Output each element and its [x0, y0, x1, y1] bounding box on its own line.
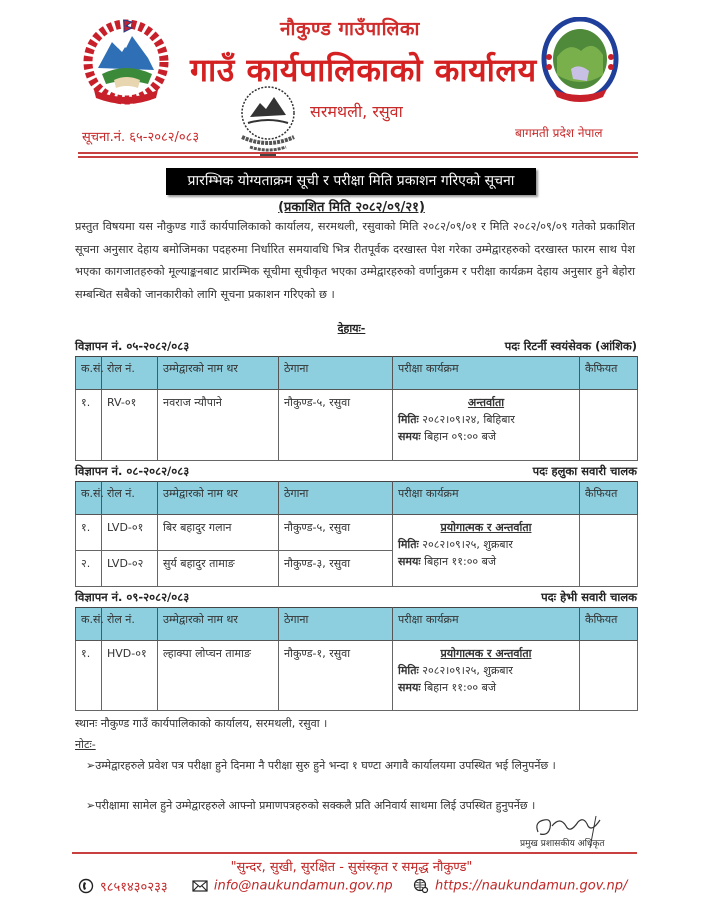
note-item: ➢परीक्षामा सामेल हुने उम्मेद्वारहरुले आफ्नो प्रमाणपत्रहरुको सक्कलै प्रति अनिवार्य साथमा लिई उपस्थित हुनुपर्नेछ ।	[86, 799, 536, 812]
municipality-name: नौकुण्ड गाउँपालिका	[280, 18, 420, 40]
exam-type: प्रयोगात्मक र अन्तर्वाता	[440, 647, 532, 660]
header-name: उम्मेद्वारको नाम थर	[158, 482, 279, 515]
phone-number: ९८५१४३०२३३	[100, 880, 168, 895]
signatory-title: प्रमुख प्रशासकीय अधिकृत	[520, 839, 605, 849]
notice-title: प्रारम्भिक योग्यताक्रम सूची र परीक्षा मिति प्रकाशन गरिएको सूचना	[166, 168, 536, 195]
cell-sn: १.	[76, 515, 102, 551]
cell-name: सुर्य बहादुर तामाङ	[158, 551, 279, 587]
exam-date: २०८२।०९।२४, बिहिबार	[422, 413, 515, 426]
municipality-slogan: "सुन्दर, सुखी, सुरक्षित - सुसंस्कृत र समृद्ध नौकुण्ड"	[230, 860, 473, 875]
globe-icon	[413, 878, 429, 894]
exam-type: अन्तर्वाता	[467, 396, 505, 409]
header-exam: परीक्षा कार्यक्रम	[393, 608, 580, 641]
candidate-table	[75, 481, 638, 587]
note-heading: नोटः-	[75, 738, 96, 751]
cell-remarks	[580, 515, 638, 587]
header-remarks: कैफियत	[580, 482, 638, 515]
header-remarks: कैफियत	[580, 608, 638, 641]
post-name: पदः रिटर्नी स्वयंसेवक (आंशिक)	[504, 339, 637, 353]
table-header-row	[76, 608, 638, 641]
office-name: गाउँ कार्यपालिकाको कार्यालय	[190, 51, 537, 89]
cell-sn: १.	[76, 641, 102, 711]
header-address: ठेगाना	[279, 357, 393, 390]
time-label: समयः	[398, 555, 421, 568]
cell-address: नौकुण्ड-१, रसुवा	[279, 641, 393, 711]
header-exam: परीक्षा कार्यक्रम	[393, 482, 580, 515]
exam-venue: स्थानः नौकुण्ड गाउँ कार्यपालिकाको कार्यालय, सरमथली, रसुवा ।	[75, 717, 328, 730]
exam-date: २०८२।०९।२५, शुक्रबार	[422, 664, 513, 677]
contact-info	[78, 877, 627, 895]
email-link[interactable]: info@naukundamun.gov.np	[213, 878, 393, 894]
notice-reference-number: सूचना.नं. ६५-२०८२/०८३	[82, 130, 200, 145]
date-label: मितिः	[398, 538, 419, 551]
header-divider	[78, 152, 638, 154]
time-label: समयः	[398, 681, 421, 694]
cell-address: नौकुण्ड-५, रसुवा	[279, 515, 393, 551]
candidate-table	[75, 607, 638, 711]
time-label: समयः	[398, 430, 421, 443]
website-link[interactable]: https://naukundamun.gov.np/	[434, 878, 628, 894]
exam-time: बिहान ११:०० बजे	[424, 681, 497, 694]
published-date: (प्रकाशित मिति २०८२/०९/२१)	[278, 200, 425, 215]
footer-divider	[72, 852, 637, 854]
date-label: मितिः	[398, 413, 419, 426]
table-row	[76, 390, 638, 461]
advertisement-number: विज्ञापन नं. ०५-२०८२/०८३	[75, 339, 190, 353]
nepal-government-emblem-icon	[82, 18, 170, 110]
cell-roll: HVD-०१	[102, 641, 158, 711]
table-row	[76, 515, 638, 551]
cell-name: नवराज न्यौपाने	[158, 390, 279, 461]
header-address: ठेगाना	[279, 608, 393, 641]
office-stamp-icon	[232, 83, 304, 159]
email-icon	[192, 878, 208, 894]
header-remarks: कैफियत	[580, 357, 638, 390]
cell-address: नौकुण्ड-५, रसुवा	[279, 390, 393, 461]
province-name: बागमती प्रदेश नेपाल	[515, 126, 603, 140]
cell-roll: LVD-०१	[102, 515, 158, 551]
municipality-logo-icon	[541, 17, 619, 105]
header-exam: परीक्षा कार्यक्रम	[393, 357, 580, 390]
office-location: सरमथली, रसुवा	[310, 102, 403, 121]
dehaay-heading: देहायः-	[337, 322, 366, 335]
header-roll: रोल नं.	[102, 357, 158, 390]
exam-time: बिहान ११:०० बजे	[424, 555, 497, 568]
cell-roll: LVD-०२	[102, 551, 158, 587]
table-row	[76, 641, 638, 711]
header-name: उम्मेद्वारको नाम थर	[158, 357, 279, 390]
advertisement-number: विज्ञापन नं. ०९-२०८२/०८३	[75, 590, 190, 604]
candidate-table	[75, 356, 638, 461]
section-header	[75, 590, 637, 606]
date-label: मितिः	[398, 664, 419, 677]
cell-remarks	[580, 641, 638, 711]
cell-roll: RV-०१	[102, 390, 158, 461]
header-address: ठेगाना	[279, 482, 393, 515]
cell-name: ल्हाक्पा लोप्चन तामाङ	[158, 641, 279, 711]
letterhead	[0, 0, 703, 160]
cell-exam-schedule	[393, 515, 580, 587]
header-divider	[78, 156, 638, 158]
header-roll: रोल नं.	[102, 482, 158, 515]
post-name: पदः हेभी सवारी चालक	[541, 590, 637, 604]
header-roll: रोल नं.	[102, 608, 158, 641]
header-sn: क.सं.	[76, 608, 102, 641]
phone-icon	[78, 878, 94, 894]
table-header-row	[76, 482, 638, 515]
header-sn: क.सं.	[76, 357, 102, 390]
cell-sn: १.	[76, 390, 102, 461]
note-item: ➢उम्मेद्वारहरुले प्रवेश पत्र परीक्षा हुने दिनमा नै परीक्षा सुरु हुने भन्दा १ घण्टा अगावै कार्यालयमा उपस्थित भई लिनुपर्नेछ ।	[86, 759, 556, 772]
exam-date: २०८२।०९।२५, शुक्रबार	[422, 538, 513, 551]
cell-sn: २.	[76, 551, 102, 587]
cell-address: नौकुण्ड-३, रसुवा	[279, 551, 393, 587]
header-sn: क.सं.	[76, 482, 102, 515]
intro-paragraph: प्रस्तुत विषयमा यस नौकुण्ड गाउँ कार्यपालिकाको कार्यालय, सरमथली, रसुवाको मिति २०८२/०९/०१ र मिति २०८२/०९/०९ गतेको प्रकाशित सूचना अनुसार देहाय बमोजिमका पदहरुमा निर्धारित समयावधि भित्र रीतपूर्वक दरखास्त पेश गरेका उम्मेद्वारहरुको दरखास्त फारम साथ पेश भएका कागजातहरुको मूल्याङ्कनबाट प्रारम्भिक सूचीमा सूचीकृत भएका उम्मेद्वारहरुको वर्णानुक्रम र परीक्षा कार्यक्रम देहाय अनुसार हुने बेहोरा सम्बन्धित सबैको जानकारीको लागि सूचना प्रकाशन गरिएको छ ।	[75, 220, 635, 301]
table-header-row	[76, 357, 638, 390]
exam-time: बिहान ०९:०० बजे	[424, 430, 497, 443]
cell-name: बिर बहादुर गलान	[158, 515, 279, 551]
post-name: पदः हलुका सवारी चालक	[532, 464, 637, 478]
cell-remarks	[580, 390, 638, 461]
advertisement-number: विज्ञापन नं. ०८-२०८२/०८३	[75, 464, 190, 478]
section-header	[75, 339, 637, 355]
section-header	[75, 464, 637, 480]
cell-exam-schedule	[393, 641, 580, 711]
cell-exam-schedule	[393, 390, 580, 461]
header-name: उम्मेद्वारको नाम थर	[158, 608, 279, 641]
exam-type: प्रयोगात्मक र अन्तर्वाता	[440, 521, 532, 534]
